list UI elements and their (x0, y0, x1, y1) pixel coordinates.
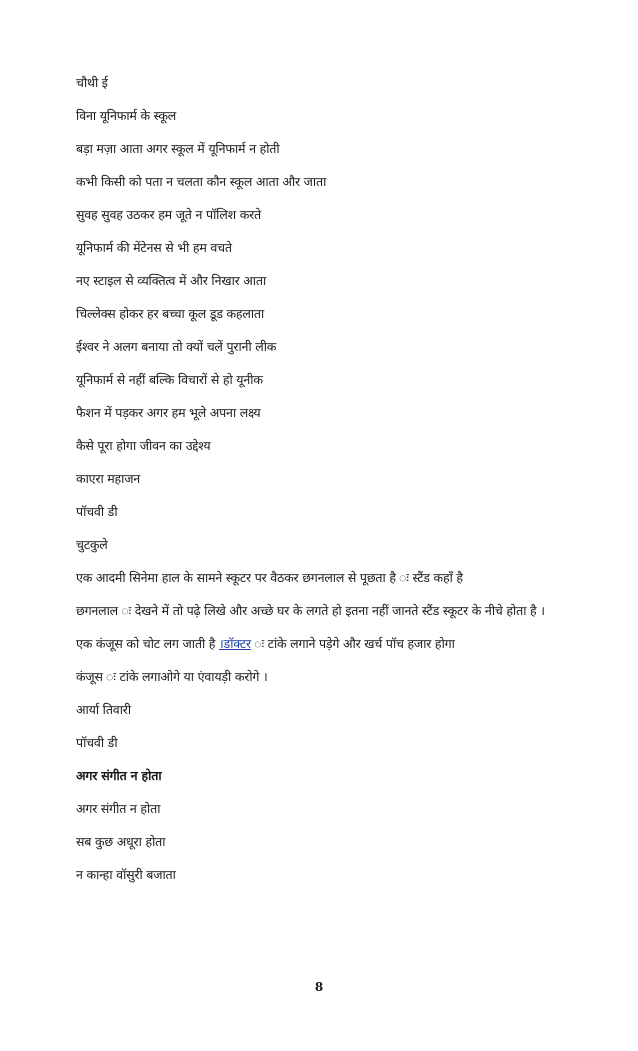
poem-line: ईश्वर ने अलग बनाया तो क्यों चलें पुरानी लीक (76, 339, 277, 354)
author-class: पॉचवी डी (76, 504, 118, 519)
joke-line: छगनलाल ः देखने में तो पढ़े लिखे और अच्छे घर के लगते हो इतना नहीं जानते स्टैंड स्कूटर के नीचे होता है । (76, 603, 545, 618)
joke-text-after: ः टांके लगाने पड़ेगे और खर्च पॉच हजार होगा (250, 636, 455, 651)
poem-line: बड़ा मज़ा आता अगर स्कूल में यूनिफार्म न होती (76, 141, 280, 156)
poem-line: यूनिफार्म की मेंटेनस से भी हम वचते (76, 240, 232, 255)
author-name: आर्या तिवारी (76, 702, 131, 717)
poem-line: यूनिफार्म से नहीं बल्कि विचारों से हो यूनीक (76, 372, 263, 387)
poem-line: न कान्हा वॉसुरी बजाता (76, 867, 176, 882)
class-label: चौथी ई (76, 75, 108, 90)
joke-line: एक आदमी सिनेमा हाल के सामने स्कूटर पर वैठकर छगनलाल से पूछता है ः स्टैंड कहाँ है (76, 570, 463, 585)
author-class: पॉचवी डी (76, 735, 118, 750)
poem-title: विना यूनिफार्म के स्कूल (76, 108, 176, 123)
page-number: 8 (314, 980, 324, 994)
author-name: काएरा महाजन (76, 471, 141, 486)
poem-line: अगर संगीत न होता (76, 801, 161, 816)
doctor-link[interactable]: ।डॉक्टर (219, 636, 251, 651)
poem-line: कैसे पूरा होगा जीवन का उद्देश्य (76, 438, 211, 453)
section-heading: चुटकुले (76, 537, 108, 552)
joke-line-with-link (76, 635, 556, 653)
poem-line: चिल्लेक्स होकर हर बच्चा कूल डूड कहलाता (76, 306, 265, 321)
joke-line: कंजूस ः टांके लगाओगे या एंवायड़ी करोगे । (76, 669, 268, 684)
poem-heading: अगर संगीत न होता (76, 768, 162, 783)
text-body (76, 74, 556, 899)
joke-text-before: एक कंजूस को चोट लग जाती है (76, 636, 219, 651)
poem-line: फैशन में पड़कर अगर हम भूले अपना लक्ष्य (76, 405, 261, 420)
poem-line: सुवह सुवह उठकर हम जूते न पॉलिश करते (76, 207, 261, 222)
poem-line: सब कुछ अधूरा होता (76, 834, 166, 849)
poem-line: नए स्टाइल से व्यक्तित्व में और निखार आता (76, 273, 267, 288)
poem-line: कभी किसी को पता न चलता कौन स्कूल आता और जाता (76, 174, 327, 189)
